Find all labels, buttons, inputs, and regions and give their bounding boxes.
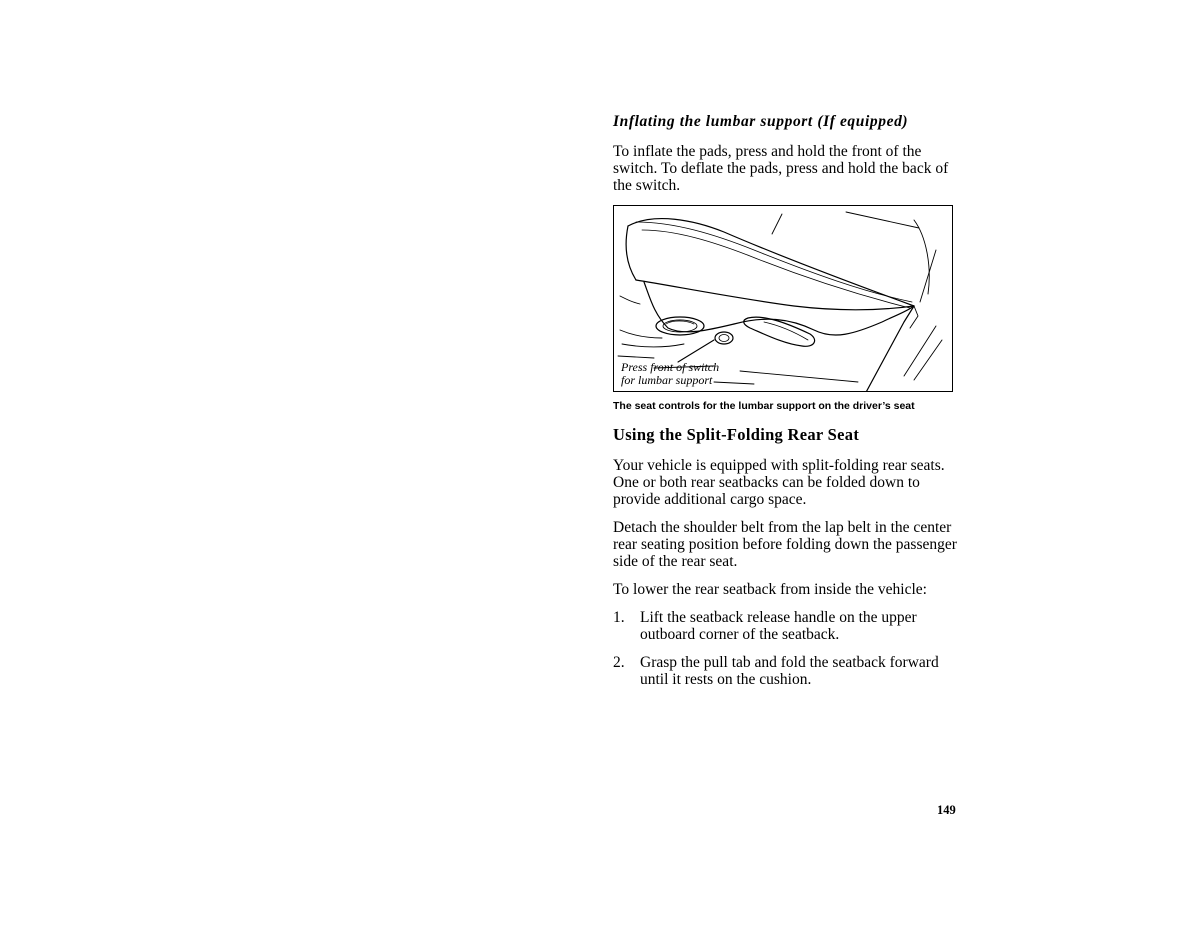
split-seat-paragraph-1: Your vehicle is equipped with split-folding rear seats. One or both rear seatbacks can be folded down to provide additional cargo space. [613, 456, 945, 508]
step-text: Grasp the pull tab and fold the seatback forward until it rests on the cushion. [640, 653, 939, 688]
split-seat-heading: Using the Split-Folding Rear Seat [613, 424, 860, 444]
list-item [613, 654, 958, 688]
lumbar-switch-illustration [613, 205, 953, 392]
callout-line-1: Press front of switch [621, 360, 720, 374]
step-number: 2. [613, 653, 625, 671]
figure-caption: The seat controls for the lumbar support on the driver’s seat [613, 400, 915, 412]
step-number: 1. [613, 608, 625, 626]
split-seat-paragraph-3: To lower the rear seatback from inside the vehicle: [613, 580, 927, 598]
lumbar-switch-callout [621, 361, 719, 386]
list-item [613, 609, 958, 643]
seatback-steps-list [613, 609, 958, 688]
page-number: 149 [937, 803, 956, 817]
manual-text-column [613, 112, 958, 699]
lumbar-support-heading: Inflating the lumbar support (If equipped) [613, 113, 909, 130]
split-seat-paragraph-2: Detach the shoulder belt from the lap belt in the center rear seating position before folding down the passenger side of the rear seat. [613, 518, 957, 570]
lumbar-instructions: To inflate the pads, press and hold the front of the switch. To deflate the pads, press and hold the back of the switch. [613, 143, 949, 194]
step-text: Lift the seatback release handle on the upper outboard corner of the seatback. [640, 608, 917, 643]
callout-line-2: for lumbar support [621, 372, 713, 387]
